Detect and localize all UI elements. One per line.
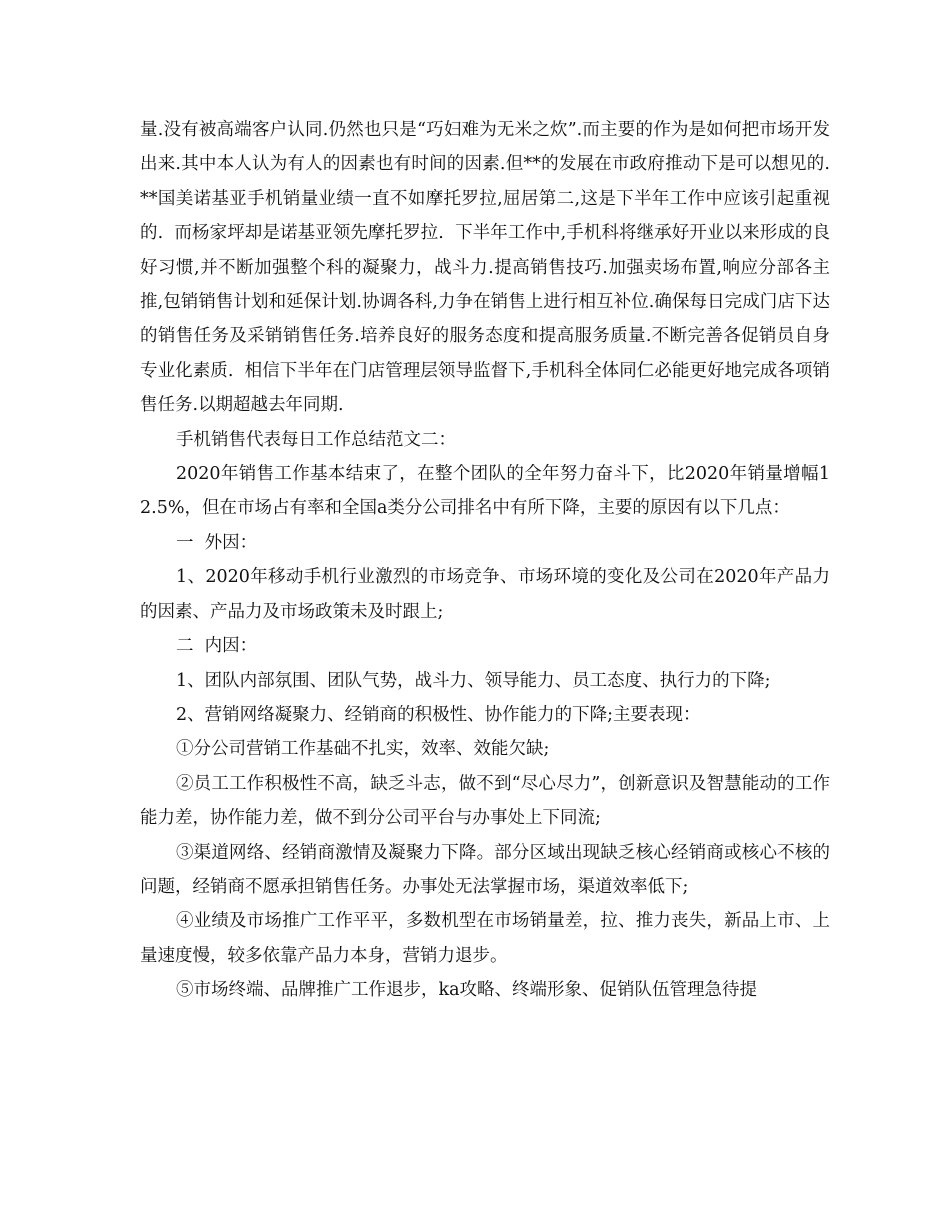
list-item-2: ②员工工作积极性不高，缺乏斗志，做不到“尽心尽力”，创新意识及智慧能动的工作能力差，协作能力差，做不到分公司平台与办事处上下同流; <box>140 773 830 829</box>
document-body <box>140 113 842 1008</box>
list-item-3: ③渠道网络、经销商激情及凝聚力下降。部分区域出现缺乏核心经销商或核心不核的问题，经销商不愿承担销售任务。办事处无法掌握市场，渠道效率低下; <box>140 842 830 897</box>
paragraph-5: 1、2020年移动手机行业激烈的市场竞争、市场环境的变化及公司在2020年产品力的因素、产品力及市场政策未及时跟上; <box>140 567 830 622</box>
list-item-5: ⑤市场终端、品牌推广工作退步，ka攻略、终端形象、促销队伍管理急待提 <box>176 980 758 1001</box>
paragraph-3: 2020年销售工作基本结束了，在整个团队的全年努力奋斗下，比2020年销量增幅12.5%，但在市场占有率和全国a类分公司排名中有所下降，主要的原因有以下几点： <box>140 464 830 519</box>
section-heading-2: 手机销售代表每日工作总结范文二： <box>176 429 456 450</box>
subheading-internal: 二 内因： <box>176 636 258 657</box>
list-item-1: ①分公司营销工作基础不扎实，效率、效能欠缺; <box>176 739 550 760</box>
paragraph-7: 1、团队内部氛围、团队气势，战斗力、领导能力、员工态度、执行力的下降; <box>176 670 771 691</box>
paragraph-8: 2、营销网络凝聚力、经销商的积极性、协作能力的下降;主要表现： <box>176 704 701 725</box>
list-item-4: ④业绩及市场推广工作平平，多数机型在市场销量差，拉、推力丧失，新品上市、上量速度慢，较多依靠产品力本身，营销力退步。 <box>140 911 830 966</box>
subheading-external: 一 外因： <box>176 532 258 553</box>
paragraph-1: 量.没有被高端客户认同.仍然也只是“巧妇难为无米之炊”.而主要的作为是如何把市场开发出来.其中本人认为有人的因素也有时间的因素.但**的发展在市政府推动下是可以想见的. **国美诺基亚手机销量业绩一直不如摩托罗拉,屈居第二,这是下半年工作中应该引起重视的. 而杨家坪却是诺基亚领先摩托罗拉. 下半年工作中,手机科将继承好开业以来形成的良好习惯,并不断加强整个科的凝聚力，战斗力.提高销售技巧.加强卖场布置,响应分部各主推,包销销售计划和延保计划.协调各科,力争在销售上进行相互补位.确保每日完成门店下达的销售任务及采销销售任务.培养良好的服务态度和提高服务质量.不断完善各促销员自身专业化素质. 相信下半年在门店管理层领导监督下,手机科全体同仁必能更好地完成各项销售任务.以期超越去年同期. <box>140 120 842 416</box>
